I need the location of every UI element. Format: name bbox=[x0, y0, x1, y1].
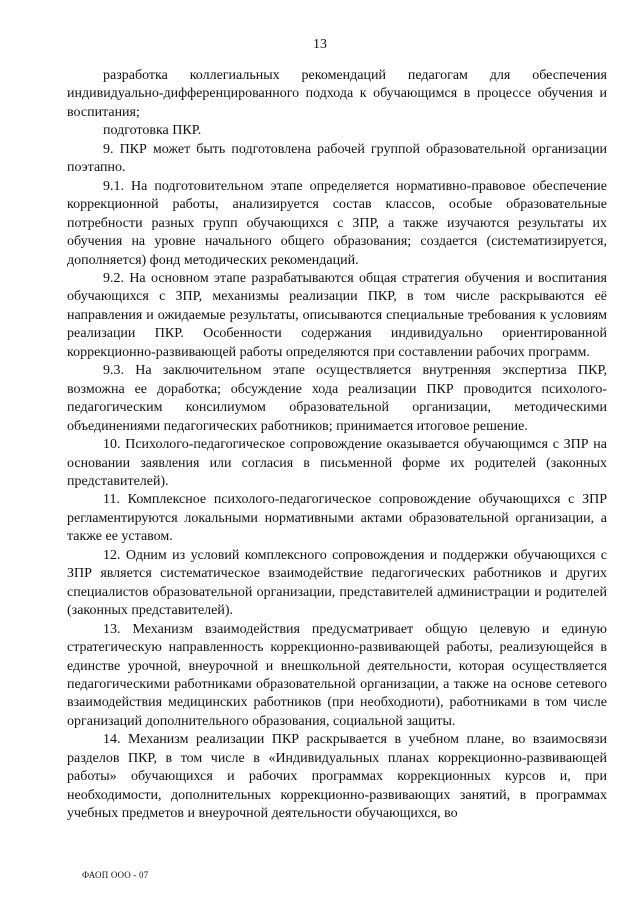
paragraph: 9.1. На подготовительном этапе определяется нормативно-правовое обеспечение коррекционной работы, анализируется состав классов, особые образовательные потребности разных групп обучающихся с ЗПР, а также изучаются результаты их обучения на уровне начального общего образования; создается (систематизируется, дополняется) фонд методических рекомендаций. bbox=[67, 178, 607, 268]
paragraph: 9. ПКР может быть подготовлена рабочей группой образовательной организации поэтапно. bbox=[67, 141, 607, 176]
document-body bbox=[67, 67, 607, 824]
paragraph: 12. Одним из условий комплексного сопровождения и поддержки обучающихся с ЗПР является систематическое взаимодействие педагогических работников и других специалистов образовательной организации, представителей администрации и родителей (законных представителей). bbox=[67, 547, 607, 619]
paragraph: подготовка ПКР. bbox=[103, 123, 202, 139]
paragraph: разработка коллегиальных рекомендаций педагогам для обеспечения индивидуально-дифференцированного подхода к обучающимся в процессе обучения и воспитания; bbox=[67, 68, 607, 120]
paragraph: 14. Механизм реализации ПКР раскрывается в учебном плане, во взаимосвязи разделов ПКР, в том числе в «Индивидуальных планах коррекционно-развивающей работы» обучающихся и рабочих программах коррекционных курсов и, при необходимости, дополнительных коррекционно-развивающих занятий, в программах учебных предметов и внеурочной деятельности обучающихся, во bbox=[67, 732, 607, 822]
paragraph: 11. Комплексное психолого-педагогическое сопровождение обучающихся с ЗПР регламентируются локальными нормативными актами образовательной организации, а также ее уставом. bbox=[67, 492, 607, 545]
page-number: 13 bbox=[313, 37, 327, 52]
paragraph: 10. Психолого-педагогическое сопровождение оказывается обучающимся с ЗПР на основании заявления или согласия в письменной форме их родителей (законных представителей). bbox=[67, 437, 607, 489]
paragraph: 9.2. На основном этапе разрабатываются общая стратегия обучения и воспитания обучающихся с ЗПР, механизмы реализации ПКР, в том числе раскрываются её направления и ожидаемые результаты, описываются специальные требования к условиям реализации ПКР. Особенности содержания индивидуально ориентированной коррекционно-развивающей работы определяются при составлении рабочих программ. bbox=[67, 270, 607, 360]
document-code-footer: ФАОП ООО - 07 bbox=[82, 870, 149, 880]
paragraph: 13. Механизм взаимодействия предусматривает общую целевую и единую стратегическую направленность коррекционно-развивающей работы, реализующейся в единстве урочной, внеурочной и внешкольной деятельности, которая осуществляется педагогическими работниками образовательной организации, а также на основе сетевого взаимодействия медицинских работников (при необходиоти), работниками в том числе организаций дополнительного образования, социальной защиты. bbox=[67, 621, 607, 729]
paragraph: 9.3. На заключительном этапе осуществляется внутренняя экспертиза ПКР, возможна ее доработка; обсуждение хода реализации ПКР проводится психолого-педагогическим консилиумом образовательной организации, методическими объединениями педагогических работников; принимается итоговое решение. bbox=[67, 363, 607, 434]
